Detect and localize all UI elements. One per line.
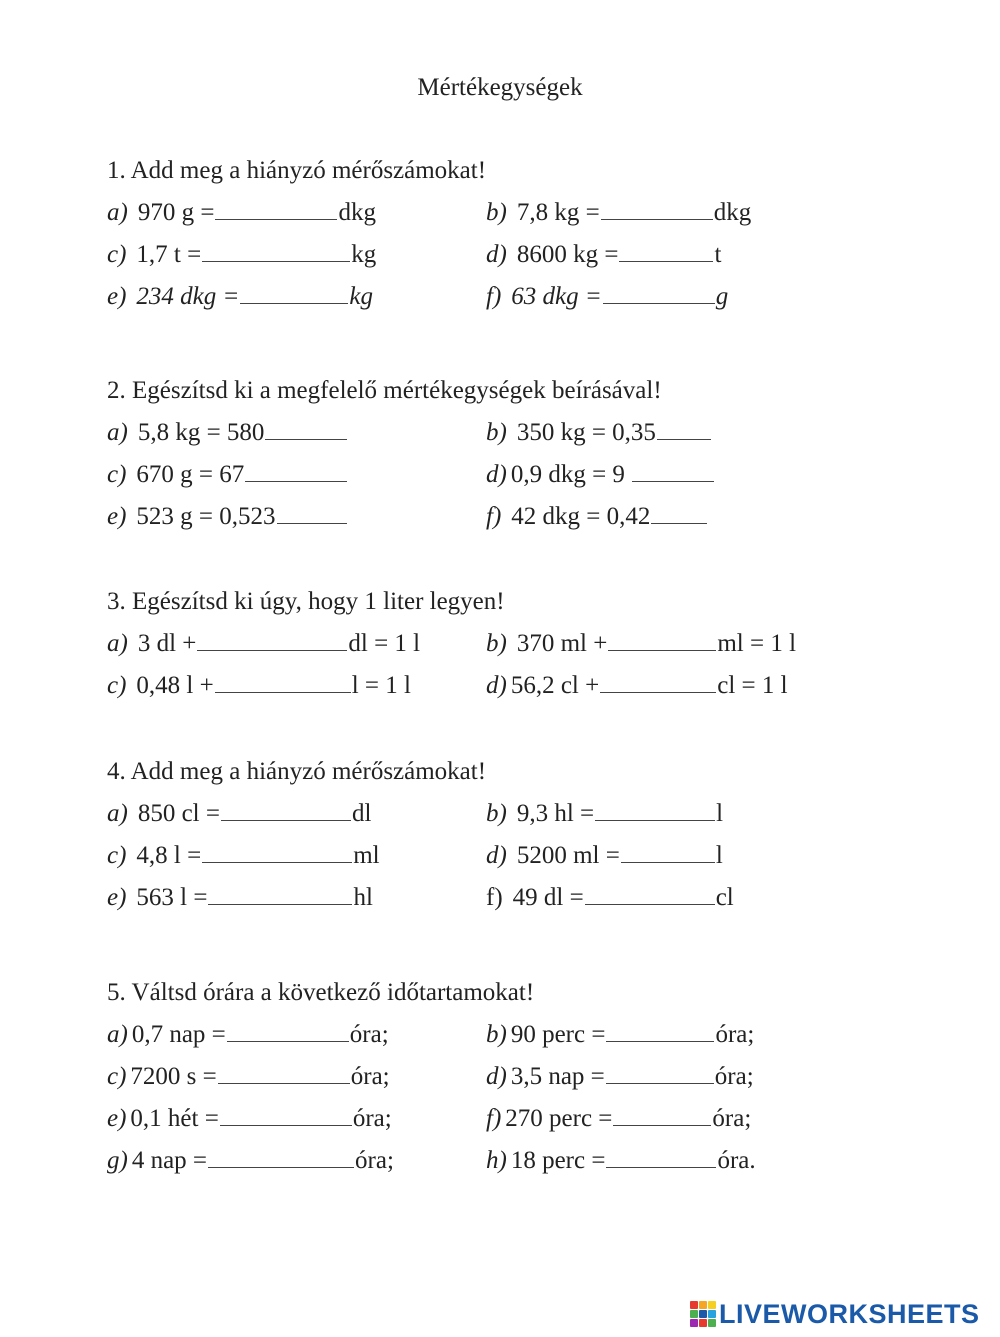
item-label: a) (107, 419, 128, 446)
answer-blank[interactable] (220, 1105, 352, 1126)
item-prompt: 234 dkg = (136, 283, 240, 310)
item-unit: dkg (713, 199, 752, 226)
item-prompt: 4 nap = (131, 1147, 208, 1174)
item-unit: óra; (352, 1105, 392, 1132)
answer-blank[interactable] (277, 503, 347, 524)
item-label: f) (486, 884, 503, 911)
exercise-5h (486, 1147, 756, 1175)
section-3-heading: 3. Egészítsd ki úgy, hogy 1 liter legyen! (107, 588, 505, 615)
item-unit: dkg (338, 199, 376, 226)
item-prompt: 1,7 t = (136, 241, 202, 268)
item-label: g) (107, 1147, 128, 1174)
item-prompt: 3 dl + (137, 630, 197, 657)
item-label: f) (486, 1105, 502, 1132)
answer-blank[interactable] (606, 1063, 714, 1084)
item-prompt: 8600 kg = (516, 241, 619, 268)
exercise-4b (486, 800, 723, 828)
exercise-1c (107, 241, 376, 269)
exercise-4f (486, 884, 734, 912)
exercise-5a (107, 1021, 389, 1049)
item-unit: ml (353, 842, 380, 869)
item-label: e) (107, 283, 127, 310)
exercise-2f (486, 503, 708, 531)
item-unit: kg (351, 241, 377, 268)
item-prompt: 63 dkg = (511, 283, 602, 310)
item-label: a) (107, 199, 128, 226)
item-prompt: 49 dl = (512, 884, 584, 911)
item-label: b) (486, 800, 507, 827)
item-label: c) (107, 672, 127, 699)
section-2-heading: 2. Egészítsd ki a megfelelő mértékegységek beírásával! (107, 377, 662, 404)
exercise-5g (107, 1147, 394, 1175)
answer-blank[interactable] (608, 630, 716, 651)
item-label: d) (486, 842, 507, 869)
section-5-heading: 5. Váltsd órára a következő időtartamokat! (107, 979, 535, 1006)
item-unit: óra; (355, 1147, 394, 1174)
item-label: h) (486, 1147, 507, 1174)
answer-blank[interactable] (240, 283, 348, 304)
exercise-2e (107, 503, 348, 531)
exercise-2a (107, 419, 348, 447)
item-prompt: 0,48 l + (136, 672, 214, 699)
exercise-2b (486, 419, 712, 447)
answer-blank[interactable] (265, 419, 347, 440)
exercise-1a (107, 199, 376, 227)
exercise-1f (486, 283, 728, 311)
answer-blank[interactable] (601, 199, 713, 220)
exercise-5f (486, 1105, 751, 1133)
worksheet-title: Mértékegységek (417, 74, 583, 101)
item-unit: cl = 1 l (717, 672, 788, 699)
exercise-4d (486, 842, 723, 870)
answer-blank[interactable] (218, 1063, 350, 1084)
item-unit: óra. (717, 1147, 756, 1174)
answer-blank[interactable] (208, 884, 352, 905)
item-prompt: 7,8 kg = (516, 199, 600, 226)
exercise-5d (486, 1063, 754, 1091)
item-unit: g (715, 283, 729, 310)
answer-blank[interactable] (585, 884, 715, 905)
item-prompt: 850 cl = (137, 800, 220, 827)
item-label: a) (107, 1021, 128, 1048)
item-label: e) (107, 503, 127, 530)
item-label: e) (107, 884, 127, 911)
answer-blank[interactable] (606, 1147, 716, 1168)
item-unit: óra; (350, 1063, 390, 1090)
item-label: c) (107, 241, 127, 268)
exercise-2c (107, 461, 348, 489)
item-unit: kg (349, 283, 373, 310)
item-prompt: 9,3 hl = (516, 800, 595, 827)
item-unit: t (714, 241, 722, 268)
item-prompt: 3,5 nap = (510, 1063, 605, 1090)
item-unit: óra; (715, 1021, 755, 1048)
item-unit: óra; (712, 1105, 752, 1132)
item-prompt: 350 kg = 0,35 (516, 419, 656, 446)
answer-blank[interactable] (215, 672, 351, 693)
exercise-4a (107, 800, 371, 828)
answer-blank[interactable] (657, 419, 711, 440)
section-4-heading: 4. Add meg a hiányzó mérőszámokat! (107, 758, 487, 785)
item-prompt: 42 dkg = 0,42 (511, 503, 651, 530)
item-prompt: 670 g = 67 (136, 461, 245, 488)
answer-blank[interactable] (619, 241, 713, 262)
exercise-5e (107, 1105, 392, 1133)
answer-blank[interactable] (215, 199, 337, 220)
item-unit: cl (715, 884, 734, 911)
item-prompt: 5200 ml = (516, 842, 620, 869)
item-prompt: 7200 s = (130, 1063, 217, 1090)
answer-blank[interactable] (613, 1105, 711, 1126)
section-1-heading: 1. Add meg a hiányzó mérőszámokat! (107, 157, 487, 184)
exercise-4e (107, 884, 373, 912)
item-unit: ml = 1 l (717, 630, 797, 657)
exercise-3c (107, 672, 411, 700)
item-label: c) (107, 461, 127, 488)
item-unit: hl (353, 884, 373, 911)
answer-blank[interactable] (606, 1021, 714, 1042)
exercise-1e (107, 283, 373, 311)
answer-blank[interactable] (202, 842, 352, 863)
answer-blank[interactable] (208, 1147, 354, 1168)
answer-blank[interactable] (221, 800, 351, 821)
logo-blocks-icon (690, 1301, 716, 1327)
item-label: f) (486, 503, 502, 530)
item-prompt: 56,2 cl + (510, 672, 600, 699)
exercise-2d (486, 461, 715, 489)
exercise-5c (107, 1063, 390, 1091)
item-label: b) (486, 419, 507, 446)
answer-blank[interactable] (651, 503, 707, 524)
answer-blank[interactable] (595, 800, 715, 821)
item-prompt: 0,1 hét = (130, 1105, 219, 1132)
item-unit: l (715, 842, 723, 869)
logo-text: LIVEWORKSHEETS (719, 1298, 980, 1329)
item-label: b) (486, 630, 507, 657)
item-prompt: 370 ml + (516, 630, 608, 657)
answer-blank[interactable] (621, 842, 715, 863)
item-label: f) (486, 283, 502, 310)
exercise-5b (486, 1021, 754, 1049)
exercise-1b (486, 199, 751, 227)
item-prompt: 970 g = (137, 199, 215, 226)
item-unit: óra; (714, 1063, 754, 1090)
item-prompt: 90 perc = (510, 1021, 606, 1048)
item-unit: dl = 1 l (348, 630, 421, 657)
item-unit: dl (351, 800, 372, 827)
item-label: c) (107, 1063, 127, 1090)
answer-blank[interactable] (600, 672, 716, 693)
item-prompt: 4,8 l = (136, 842, 202, 869)
exercise-3d (486, 672, 788, 700)
item-label: d) (486, 672, 507, 699)
answer-blank[interactable] (245, 461, 347, 482)
item-prompt: 523 g = 0,523 (136, 503, 276, 530)
answer-blank[interactable] (197, 630, 347, 651)
item-label: c) (107, 842, 127, 869)
item-label: b) (486, 1021, 507, 1048)
item-label: b) (486, 199, 507, 226)
exercise-1d (486, 241, 721, 269)
item-label: d) (486, 241, 507, 268)
item-prompt: 0,7 nap = (131, 1021, 226, 1048)
item-label: a) (107, 630, 128, 657)
answer-blank[interactable] (603, 283, 715, 304)
item-label: e) (107, 1105, 127, 1132)
item-label: d) (486, 1063, 507, 1090)
answer-blank[interactable] (632, 461, 714, 482)
item-prompt: 563 l = (136, 884, 208, 911)
answer-blank[interactable] (202, 241, 350, 262)
exercise-3b (486, 630, 796, 658)
item-prompt: 5,8 kg = 580 (137, 419, 265, 446)
item-unit: óra; (349, 1021, 389, 1048)
answer-blank[interactable] (227, 1021, 349, 1042)
liveworksheets-logo (690, 1300, 980, 1328)
item-prompt: 0,9 dkg = 9 (510, 461, 625, 488)
item-prompt: 18 perc = (510, 1147, 606, 1174)
exercise-3a (107, 630, 420, 658)
item-unit: l (716, 800, 724, 827)
item-label: d) (486, 461, 507, 488)
item-unit: l = 1 l (351, 672, 411, 699)
exercise-4c (107, 842, 380, 870)
item-prompt: 270 perc = (505, 1105, 613, 1132)
item-label: a) (107, 800, 128, 827)
